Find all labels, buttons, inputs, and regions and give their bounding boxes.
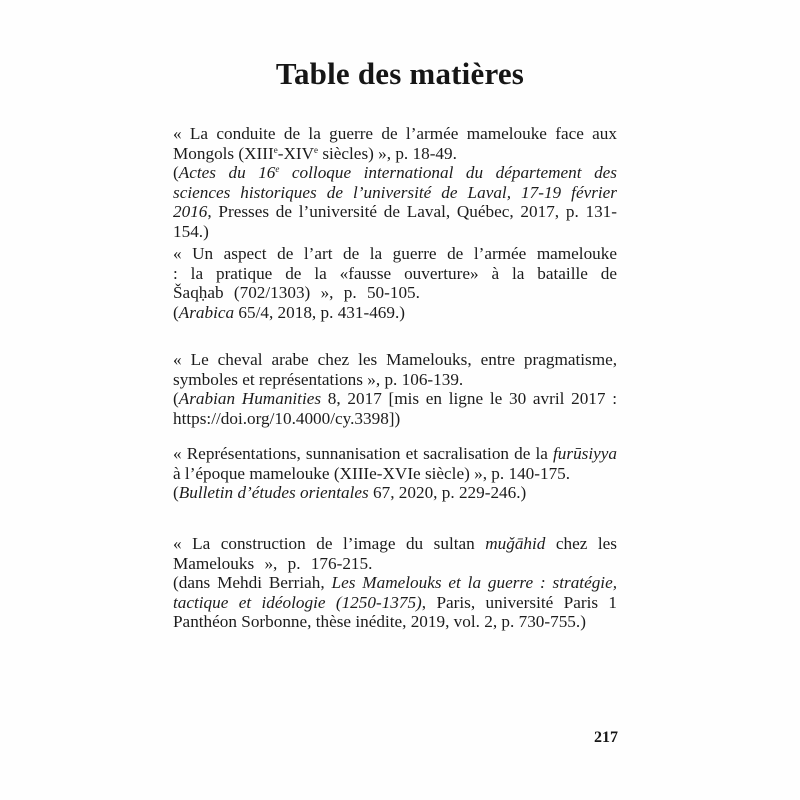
entry-title: « Un aspect de l’art de la guerre de l’armée mamelouke : la pratique de la «fausse ouverture» à la bataille de Šaqḥab (702/1303) », p. 50-105.	[173, 244, 617, 303]
toc-entry	[173, 244, 617, 322]
entry-reference: (Arabica 65/4, 2018, p. 431-469.)	[173, 302, 406, 322]
toc-entry	[173, 534, 617, 632]
entry-reference: (Bulletin d’études orientales 67, 2020, p. 229-246.)	[173, 483, 527, 503]
entry-title: « Le cheval arabe chez les Mamelouks, entre pragmatisme, symboles et représentations », p. 106-139.	[173, 350, 617, 389]
entry-title: « La construction de l’image du sultan muǧāhid chez les Mamelouks », p. 176-215.	[173, 534, 617, 573]
page-title: Table des matières	[275, 56, 525, 91]
entry-reference: (Arabian Humanities 8, 2017 [mis en ligne le 30 avril 2017 : https://doi.org/10.4000/cy.3398])	[173, 389, 617, 428]
entry-title: « La conduite de la guerre de l’armée mamelouke face aux Mongols (XIIIe-XIVe siècles) », p. 18-49.	[173, 124, 617, 163]
entry-reference: (dans Mehdi Berriah, Les Mamelouks et la guerre : stratégie, tactique et idéologie (1250-1375), Paris, université Paris 1 Panthéon Sorbonne, thèse inédite, 2019, vol. 2, p. 730-755.)	[173, 573, 617, 632]
page-number: 217	[594, 729, 618, 746]
entry-reference: (Actes du 16e colloque international du département des sciences historiques de l’université de Laval, 17-19 février 2016, Presses de l’université de Laval, Québec, 2017, p. 131-154.)	[173, 163, 617, 241]
toc-entry	[173, 444, 617, 503]
entry-title: « Représentations, sunnanisation et sacralisation de la furūsiyya à l’époque mamelouke (XIIIe-XVIe siècle) », p. 140-175.	[173, 444, 617, 483]
toc-entry	[173, 350, 617, 428]
toc-entry	[173, 124, 617, 242]
